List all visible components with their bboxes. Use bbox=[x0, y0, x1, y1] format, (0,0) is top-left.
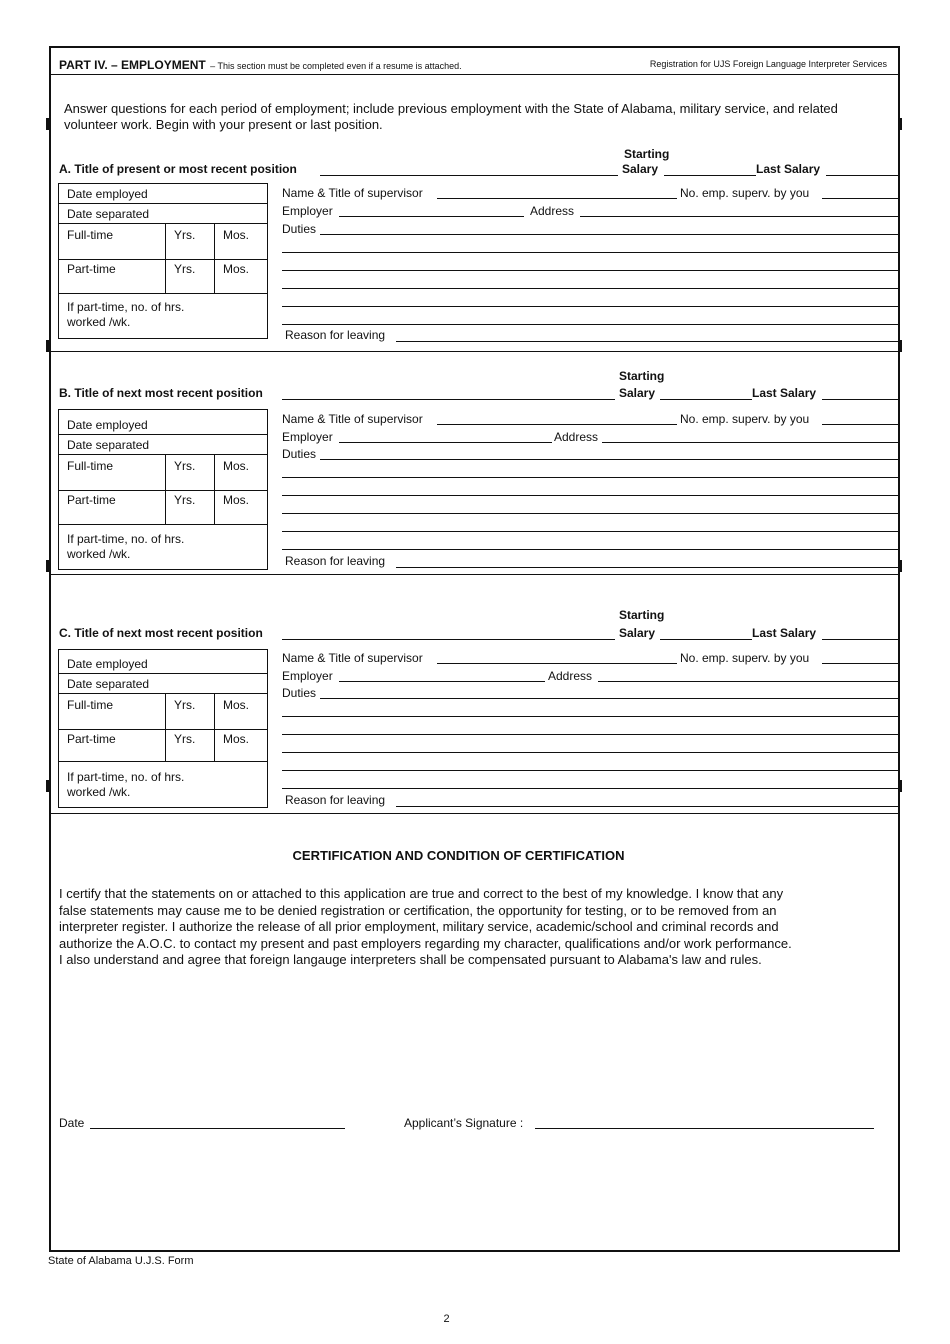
date-separated-label: Date separated bbox=[67, 438, 150, 452]
employer-line[interactable] bbox=[339, 216, 524, 217]
yrs-label: Yrs. bbox=[174, 459, 196, 473]
last-salary-line[interactable] bbox=[822, 639, 898, 640]
mos-label: Mos. bbox=[223, 698, 250, 712]
duties-line[interactable] bbox=[282, 288, 898, 289]
yrs-label: Yrs. bbox=[174, 262, 196, 276]
section-b-title: B. Title of next most recent position bbox=[59, 386, 263, 400]
duties-line[interactable] bbox=[282, 324, 898, 325]
margin-mark bbox=[899, 780, 902, 792]
mos-label: Mos. bbox=[223, 459, 250, 473]
certification-line: authorize the A.O.C. to contact my present and past employers regarding my character, qualifications and/or work performance. bbox=[59, 935, 792, 951]
employer-label: Employer bbox=[282, 430, 333, 444]
no-emp-line[interactable] bbox=[822, 663, 898, 664]
date-employed-label: Date employed bbox=[67, 657, 148, 671]
part-time-label: Part-time bbox=[67, 493, 116, 507]
starting-salary-line[interactable] bbox=[660, 639, 752, 640]
section-divider bbox=[49, 813, 900, 814]
reason-label: Reason for leaving bbox=[285, 554, 386, 568]
no-emp-label: No. emp. superv. by you bbox=[680, 412, 810, 426]
supervisor-label: Name & Title of supervisor bbox=[282, 412, 423, 426]
last-salary-line[interactable] bbox=[826, 175, 898, 176]
duties-line[interactable] bbox=[282, 549, 898, 550]
part-time-hours-label: If part-time, no. of hrs. bbox=[67, 532, 185, 546]
duties-line[interactable] bbox=[282, 734, 898, 735]
supervisor-line[interactable] bbox=[437, 198, 677, 199]
duties-label: Duties bbox=[282, 222, 317, 236]
no-emp-line[interactable] bbox=[822, 198, 898, 199]
duties-label: Duties bbox=[282, 447, 317, 461]
salary-label: Salary bbox=[619, 386, 656, 400]
last-salary-label: Last Salary bbox=[752, 626, 817, 640]
supervisor-label: Name & Title of supervisor bbox=[282, 651, 423, 665]
part-time-label: Part-time bbox=[67, 732, 116, 746]
date-employed-label: Date employed bbox=[67, 187, 148, 201]
address-line[interactable] bbox=[602, 442, 898, 443]
date-line[interactable] bbox=[90, 1128, 345, 1129]
mos-label: Mos. bbox=[223, 262, 250, 276]
form-name: State of Alabama U.J.S. Form bbox=[48, 1255, 194, 1267]
reason-label: Reason for leaving bbox=[285, 793, 386, 807]
part-time-hours-label: worked /wk. bbox=[67, 315, 131, 329]
margin-mark bbox=[899, 118, 902, 130]
yrs-label: Yrs. bbox=[174, 732, 196, 746]
starting-label: Starting bbox=[624, 147, 670, 161]
section-divider bbox=[49, 574, 900, 575]
certification-line: false statements may cause me to be denied registration or certification, the opportunity for testing, or to be removed from an bbox=[59, 902, 777, 918]
address-label: Address bbox=[554, 430, 599, 444]
section-divider bbox=[49, 351, 900, 352]
address-label: Address bbox=[530, 204, 575, 218]
mos-label: Mos. bbox=[223, 493, 250, 507]
duties-line[interactable] bbox=[282, 270, 898, 271]
duties-line[interactable] bbox=[282, 513, 898, 514]
duties-line[interactable] bbox=[282, 770, 898, 771]
address-line[interactable] bbox=[598, 681, 898, 682]
intro-text: Answer questions for each period of employment; include previous employment with the State of Alabama, military service, and related volunteer work. Begin with your present or last position. bbox=[64, 101, 838, 132]
last-salary-line[interactable] bbox=[822, 399, 898, 400]
supervisor-label: Name & Title of supervisor bbox=[282, 186, 423, 200]
salary-label: Salary bbox=[619, 626, 656, 640]
duties-line[interactable] bbox=[282, 495, 898, 496]
last-salary-label: Last Salary bbox=[756, 162, 821, 176]
margin-mark bbox=[899, 560, 902, 572]
certification-text bbox=[59, 886, 895, 969]
no-emp-line[interactable] bbox=[822, 424, 898, 425]
reason-line[interactable] bbox=[396, 567, 898, 568]
duties-line[interactable] bbox=[282, 716, 898, 717]
yrs-label: Yrs. bbox=[174, 228, 196, 242]
margin-mark bbox=[46, 118, 49, 130]
full-time-label: Full-time bbox=[67, 459, 114, 473]
duties-line[interactable] bbox=[282, 788, 898, 789]
part-time-hours-label: If part-time, no. of hrs. bbox=[67, 300, 185, 314]
duties-label: Duties bbox=[282, 686, 317, 700]
margin-mark bbox=[46, 560, 49, 572]
address-line[interactable] bbox=[580, 216, 898, 217]
certification-line: interpreter register. I authorize the release of all prior employment, military service, academic/school and criminal records and bbox=[59, 919, 779, 934]
last-salary-label: Last Salary bbox=[752, 386, 817, 400]
margin-mark bbox=[46, 780, 49, 792]
mos-label: Mos. bbox=[223, 732, 250, 746]
part-note: – This section must be completed even if a resume is attached. bbox=[210, 61, 462, 71]
yrs-label: Yrs. bbox=[174, 698, 196, 712]
duties-line[interactable] bbox=[282, 477, 898, 478]
starting-label: Starting bbox=[619, 608, 665, 622]
employer-line[interactable] bbox=[339, 681, 545, 682]
yrs-label: Yrs. bbox=[174, 493, 196, 507]
duties-line[interactable] bbox=[282, 752, 898, 753]
no-emp-label: No. emp. superv. by you bbox=[680, 651, 810, 665]
certification-title: CERTIFICATION AND CONDITION OF CERTIFICATION bbox=[292, 848, 625, 863]
reason-line[interactable] bbox=[396, 806, 898, 807]
certification-line: I also understand and agree that foreign langauge interpreters shall be compensated pursuant to Alabama's law and rules. bbox=[59, 952, 762, 967]
duties-line[interactable] bbox=[282, 306, 898, 307]
starting-salary-line[interactable] bbox=[664, 175, 756, 176]
salary-label: Salary bbox=[622, 162, 659, 176]
certification-line: I certify that the statements on or attached to this application are true and correct to the best of my knowledge. I know that any bbox=[59, 886, 784, 901]
date-employed-label: Date employed bbox=[67, 418, 148, 432]
employer-label: Employer bbox=[282, 669, 333, 683]
duties-line[interactable] bbox=[320, 459, 898, 460]
page-number: 2 bbox=[443, 1313, 450, 1325]
starting-salary-line[interactable] bbox=[660, 399, 752, 400]
title-line[interactable] bbox=[282, 399, 615, 400]
duties-line[interactable] bbox=[320, 698, 898, 699]
title-line[interactable] bbox=[282, 639, 615, 640]
date-separated-label: Date separated bbox=[67, 677, 150, 691]
reason-line[interactable] bbox=[396, 341, 898, 342]
employer-line[interactable] bbox=[339, 442, 552, 443]
part-time-hours-label: If part-time, no. of hrs. bbox=[67, 770, 185, 784]
duties-line[interactable] bbox=[320, 234, 898, 235]
starting-label: Starting bbox=[619, 369, 665, 383]
title-line[interactable] bbox=[320, 175, 618, 176]
supervisor-line[interactable] bbox=[437, 424, 677, 425]
duties-line[interactable] bbox=[282, 252, 898, 253]
employer-label: Employer bbox=[282, 204, 333, 218]
signature-line[interactable] bbox=[535, 1128, 874, 1129]
duties-line[interactable] bbox=[282, 531, 898, 532]
no-emp-label: No. emp. superv. by you bbox=[680, 186, 810, 200]
mos-label: Mos. bbox=[223, 228, 250, 242]
full-time-label: Full-time bbox=[67, 228, 114, 242]
supervisor-line[interactable] bbox=[437, 663, 677, 664]
address-label: Address bbox=[548, 669, 593, 683]
part-title: PART IV. – EMPLOYMENT bbox=[59, 58, 206, 72]
section-a-title: A. Title of present or most recent position bbox=[59, 162, 297, 176]
date-label: Date bbox=[59, 1116, 85, 1130]
section-c-title: C. Title of next most recent position bbox=[59, 626, 263, 640]
full-time-label: Full-time bbox=[67, 698, 114, 712]
form-title: Registration for UJS Foreign Language Interpreter Services bbox=[649, 59, 887, 69]
part-time-hours-label: worked /wk. bbox=[67, 547, 131, 561]
header-divider bbox=[49, 74, 900, 75]
signature-label: Applicant’s Signature : bbox=[404, 1116, 524, 1130]
part-time-hours-label: worked /wk. bbox=[67, 785, 131, 799]
part-header bbox=[59, 56, 462, 74]
date-separated-label: Date separated bbox=[67, 207, 150, 221]
reason-label: Reason for leaving bbox=[285, 328, 386, 342]
part-time-label: Part-time bbox=[67, 262, 116, 276]
